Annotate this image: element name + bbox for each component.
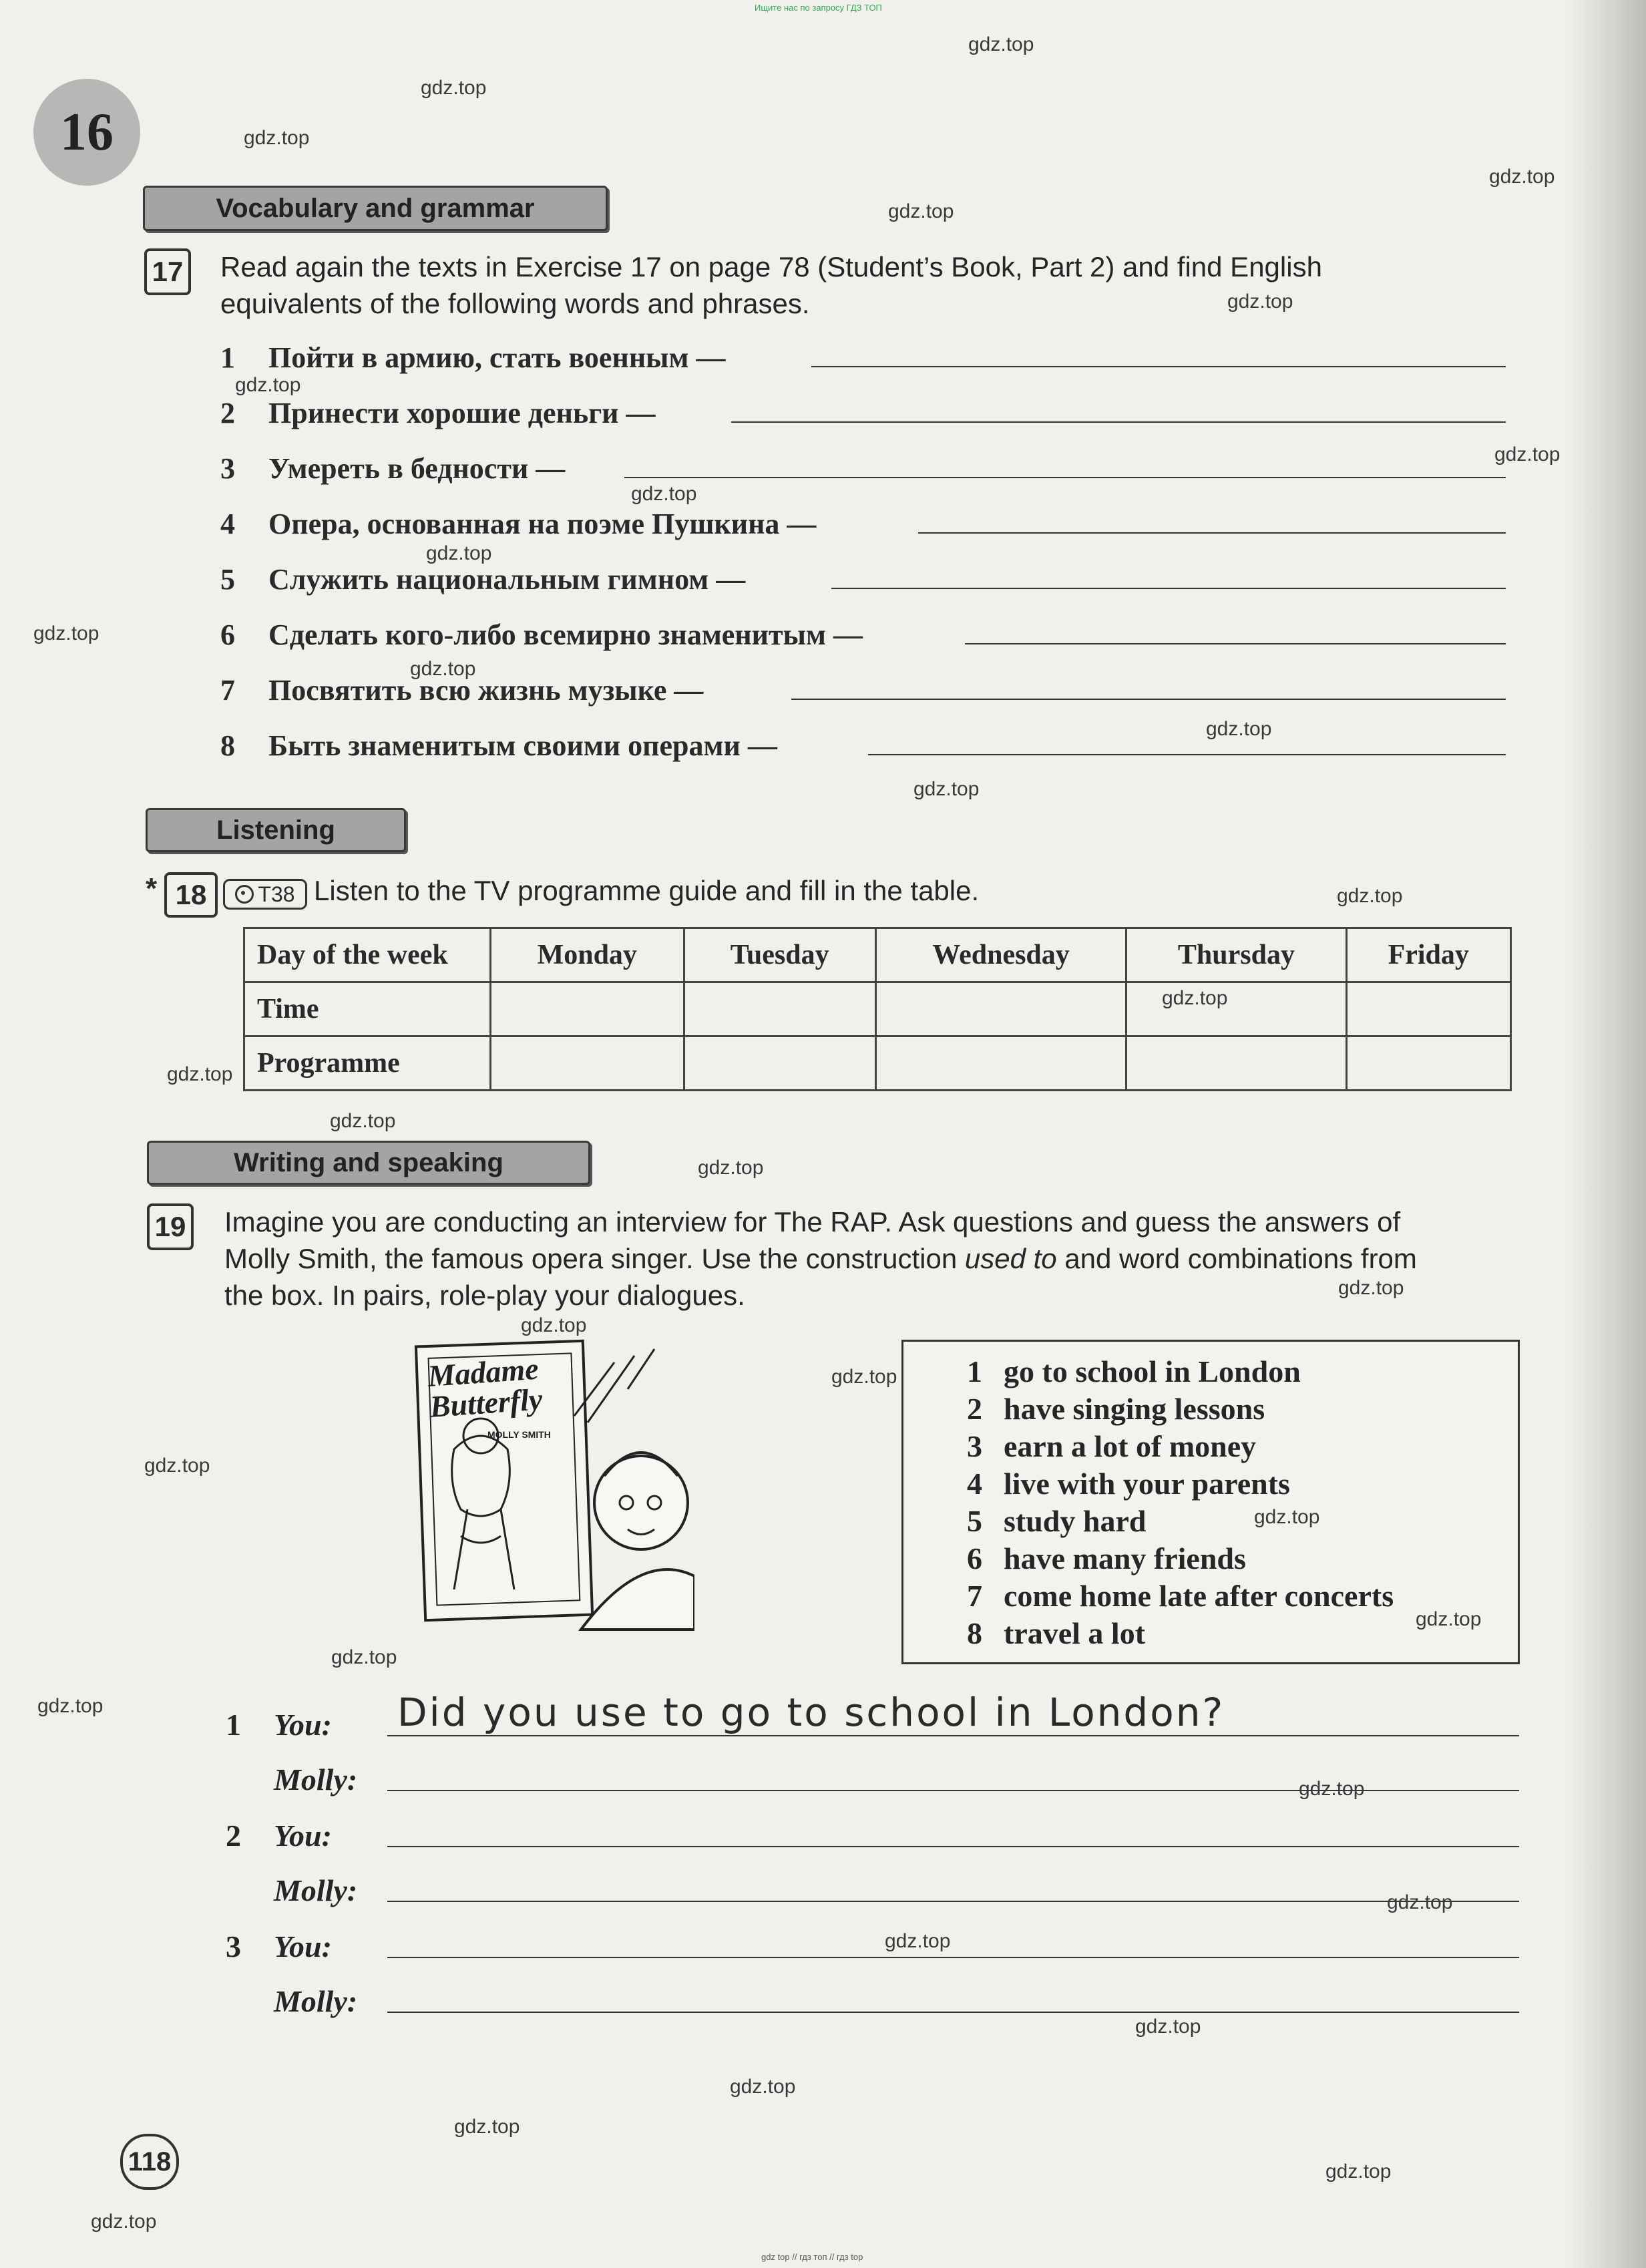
table-row-programme — [244, 1036, 1511, 1091]
vocab-item-3 — [220, 451, 565, 486]
dialogue-2-number: 2 — [226, 1819, 241, 1853]
track-label: T38 — [258, 882, 295, 906]
header-cell-monday: Monday — [491, 928, 684, 982]
section-vocabulary-grammar: Vocabulary and grammar — [143, 186, 608, 231]
dialogue-3-molly-label: Molly: — [274, 1984, 358, 2018]
header-cell-friday: Friday — [1346, 928, 1511, 982]
watermark: gdz.top — [730, 2076, 796, 2098]
tv-guide-table — [243, 927, 1512, 1091]
box-item-number: 3 — [967, 1429, 982, 1463]
box-item-text: earn a lot of money — [1004, 1429, 1257, 1463]
watermark: gdz.top — [167, 1063, 233, 1085]
answer-line-1[interactable] — [811, 366, 1506, 367]
watermark: gdz.top — [1338, 1277, 1404, 1299]
disc-icon — [235, 885, 254, 904]
watermark: gdz.top — [331, 1646, 397, 1668]
box-item-text: go to school in London — [1004, 1354, 1301, 1388]
watermark: gdz.top — [235, 374, 301, 396]
section-writing-speaking: Writing and speaking — [147, 1141, 590, 1185]
dialogue-3-molly-line[interactable] — [387, 2012, 1519, 2013]
table-cell[interactable] — [684, 982, 875, 1036]
box-item-number: 7 — [967, 1579, 982, 1613]
page-number: 118 — [120, 2134, 179, 2190]
watermark: gdz.top — [1494, 443, 1561, 465]
answer-line-6[interactable] — [965, 643, 1506, 644]
row-label-time: Time — [244, 982, 491, 1036]
watermark: gdz.top — [1299, 1778, 1365, 1800]
answer-line-5[interactable] — [831, 588, 1506, 589]
watermark: gdz.top — [1387, 1891, 1453, 1913]
box-item-text: have many friends — [1004, 1541, 1246, 1575]
item-number: 8 — [220, 729, 235, 762]
box-item-3 — [967, 1429, 1256, 1464]
watermark: gdz.top — [244, 127, 310, 149]
item-text: Посвятить всю жизнь музыке — — [268, 674, 704, 707]
dialogue-1-you-line[interactable] — [387, 1735, 1519, 1736]
box-item-text: study hard — [1004, 1504, 1147, 1538]
instruction-text: Molly Smith, the famous opera singer. Use the construction — [224, 1243, 965, 1274]
audio-track-badge[interactable] — [223, 879, 307, 910]
watermark: gdz.top — [144, 1455, 210, 1477]
answer-line-8[interactable] — [868, 754, 1506, 755]
instruction-emphasis: used to — [964, 1243, 1057, 1274]
table-cell[interactable] — [1126, 982, 1346, 1036]
item-number: 4 — [220, 508, 235, 540]
table-cell[interactable] — [491, 1036, 684, 1091]
box-item-text: come home late after concerts — [1004, 1579, 1394, 1613]
item-number: 1 — [220, 341, 235, 374]
table-cell[interactable] — [875, 982, 1126, 1036]
box-item-text: travel a lot — [1004, 1616, 1146, 1650]
watermark: gdz.top — [421, 77, 487, 99]
dialogue-3-you-label: You: — [274, 1929, 332, 1963]
dialogue-3-number: 3 — [226, 1929, 241, 1963]
dialogue-1-answer[interactable]: Did you use to go to school in London? — [397, 1690, 1225, 1735]
box-item-number: 1 — [967, 1354, 982, 1388]
header-cell-thursday: Thursday — [1126, 928, 1346, 982]
watermark: gdz.top — [1162, 987, 1228, 1009]
watermark: gdz.top — [1206, 718, 1272, 740]
table-header-row — [244, 928, 1511, 982]
dialogue-1-number: 1 — [226, 1708, 241, 1742]
box-item-1 — [967, 1354, 1301, 1389]
table-cell[interactable] — [684, 1036, 875, 1091]
watermark: gdz.top — [454, 2116, 520, 2138]
header-cell-day: Day of the week — [244, 928, 491, 982]
table-cell[interactable] — [1126, 1036, 1346, 1091]
watermark: gdz.top — [91, 2211, 157, 2233]
box-item-7 — [967, 1578, 1394, 1614]
unit-number: 16 — [33, 79, 140, 186]
row-label-programme: Programme — [244, 1036, 491, 1091]
item-text: Принести хорошие деньги — — [268, 397, 656, 429]
box-item-8 — [967, 1616, 1145, 1651]
table-cell[interactable] — [1346, 1036, 1511, 1091]
header-cell-wednesday: Wednesday — [875, 928, 1126, 982]
answer-line-4[interactable] — [918, 532, 1506, 534]
watermark: gdz.top — [37, 1695, 104, 1717]
item-text: Опера, основанная на поэме Пушкина — — [268, 508, 817, 540]
watermark: gdz.top — [1254, 1506, 1320, 1528]
box-item-5 — [967, 1503, 1146, 1539]
exercise-17-number: 17 — [144, 248, 191, 295]
table-row-time — [244, 982, 1511, 1036]
bottom-banner: gdz top // гдз топ // гдз top — [761, 2252, 863, 2262]
dialogue-1-molly-label: Molly: — [274, 1762, 358, 1797]
watermark: gdz.top — [885, 1930, 951, 1952]
answer-line-7[interactable] — [791, 699, 1506, 700]
table-cell[interactable] — [1346, 982, 1511, 1036]
item-text: Служить национальным гимном — — [268, 563, 746, 596]
watermark: gdz.top — [1337, 885, 1403, 907]
item-number: 7 — [220, 674, 235, 707]
dialogue-2-molly-line[interactable] — [387, 1901, 1519, 1902]
box-item-text: have singing lessons — [1004, 1392, 1265, 1426]
answer-line-3[interactable] — [624, 477, 1506, 478]
box-item-number: 6 — [967, 1541, 982, 1575]
vocab-item-5 — [220, 562, 745, 596]
item-text: Быть знаменитым своими операми — — [268, 729, 777, 762]
vocab-item-8 — [220, 729, 777, 763]
answer-line-2[interactable] — [731, 421, 1506, 423]
vocab-item-4 — [220, 507, 816, 541]
box-item-number: 5 — [967, 1504, 982, 1538]
watermark: gdz.top — [1416, 1608, 1482, 1630]
exercise-19-number: 19 — [147, 1203, 194, 1250]
item-text: Пойти в армию, стать военным — — [268, 341, 726, 374]
exercise-19-instruction-line2 — [224, 1240, 1417, 1277]
box-item-6 — [967, 1541, 1246, 1576]
box-item-2 — [967, 1391, 1265, 1427]
opera-singer-illustration — [414, 1336, 694, 1646]
item-number: 2 — [220, 397, 235, 429]
watermark: gdz.top — [631, 483, 697, 505]
instruction-text: and word combinations from — [1056, 1243, 1417, 1274]
item-text: Умереть в бедности — — [268, 452, 566, 485]
exercise-18-instruction: Listen to the TV programme guide and fill in the table. — [314, 875, 980, 906]
watermark: gdz.top — [1135, 2016, 1201, 2038]
watermark: gdz.top — [698, 1157, 764, 1179]
watermark: gdz.top — [831, 1366, 897, 1388]
top-banner: Ищите нас по запросу ГДЗ ТОП — [755, 3, 882, 13]
poster-title: Madame Butterfly — [426, 1351, 544, 1424]
watermark: gdz.top — [1325, 2160, 1392, 2183]
page-edge-shadow — [1566, 0, 1646, 2268]
watermark: gdz.top — [426, 542, 492, 564]
watermark: gdz.top — [330, 1110, 396, 1132]
box-item-number: 8 — [967, 1616, 982, 1650]
dialogue-3-you-line[interactable] — [387, 1957, 1519, 1958]
vocab-item-6 — [220, 618, 863, 652]
exercise-19-instruction-line3: the box. In pairs, role-play your dialogues. — [224, 1280, 745, 1311]
exercise-18-star: * — [146, 872, 158, 905]
exercise-17-instruction-line2: equivalents of the following words and phrases. — [220, 288, 810, 319]
box-item-4 — [967, 1466, 1290, 1501]
table-cell[interactable] — [491, 982, 684, 1036]
watermark: gdz.top — [888, 200, 954, 222]
item-number: 3 — [220, 452, 235, 485]
watermark: gdz.top — [1227, 291, 1293, 313]
item-text: Сделать кого-либо всемирно знаменитым — — [268, 618, 863, 651]
item-number: 6 — [220, 618, 235, 651]
dialogue-2-you-line[interactable] — [387, 1846, 1519, 1847]
vocab-item-2 — [220, 396, 656, 430]
watermark: gdz.top — [521, 1314, 587, 1336]
dialogue-2-molly-label: Molly: — [274, 1873, 358, 1907]
table-cell[interactable] — [875, 1036, 1126, 1091]
box-item-text: live with your parents — [1004, 1467, 1290, 1501]
dialogue-1-you-label: You: — [274, 1708, 332, 1742]
watermark: gdz.top — [33, 622, 99, 644]
exercise-17-instruction-line1: Read again the texts in Exercise 17 on page 78 (Student’s Book, Part 2) and find English — [220, 251, 1322, 282]
exercise-19-instruction-line1: Imagine you are conducting an interview for The RAP. Ask questions and guess the answers of — [224, 1206, 1401, 1238]
dialogue-2-you-label: You: — [274, 1819, 332, 1853]
watermark: gdz.top — [1489, 166, 1555, 188]
section-listening: Listening — [146, 808, 406, 852]
header-cell-tuesday: Tuesday — [684, 928, 875, 982]
box-item-number: 2 — [967, 1392, 982, 1426]
vocab-item-1 — [220, 341, 726, 375]
exercise-18-number: 18 — [164, 872, 218, 918]
poster-name: MOLLY SMITH — [487, 1429, 551, 1440]
item-number: 5 — [220, 563, 235, 596]
watermark: gdz.top — [410, 658, 476, 680]
box-item-number: 4 — [967, 1467, 982, 1501]
watermark: gdz.top — [968, 33, 1034, 55]
watermark: gdz.top — [913, 778, 980, 800]
